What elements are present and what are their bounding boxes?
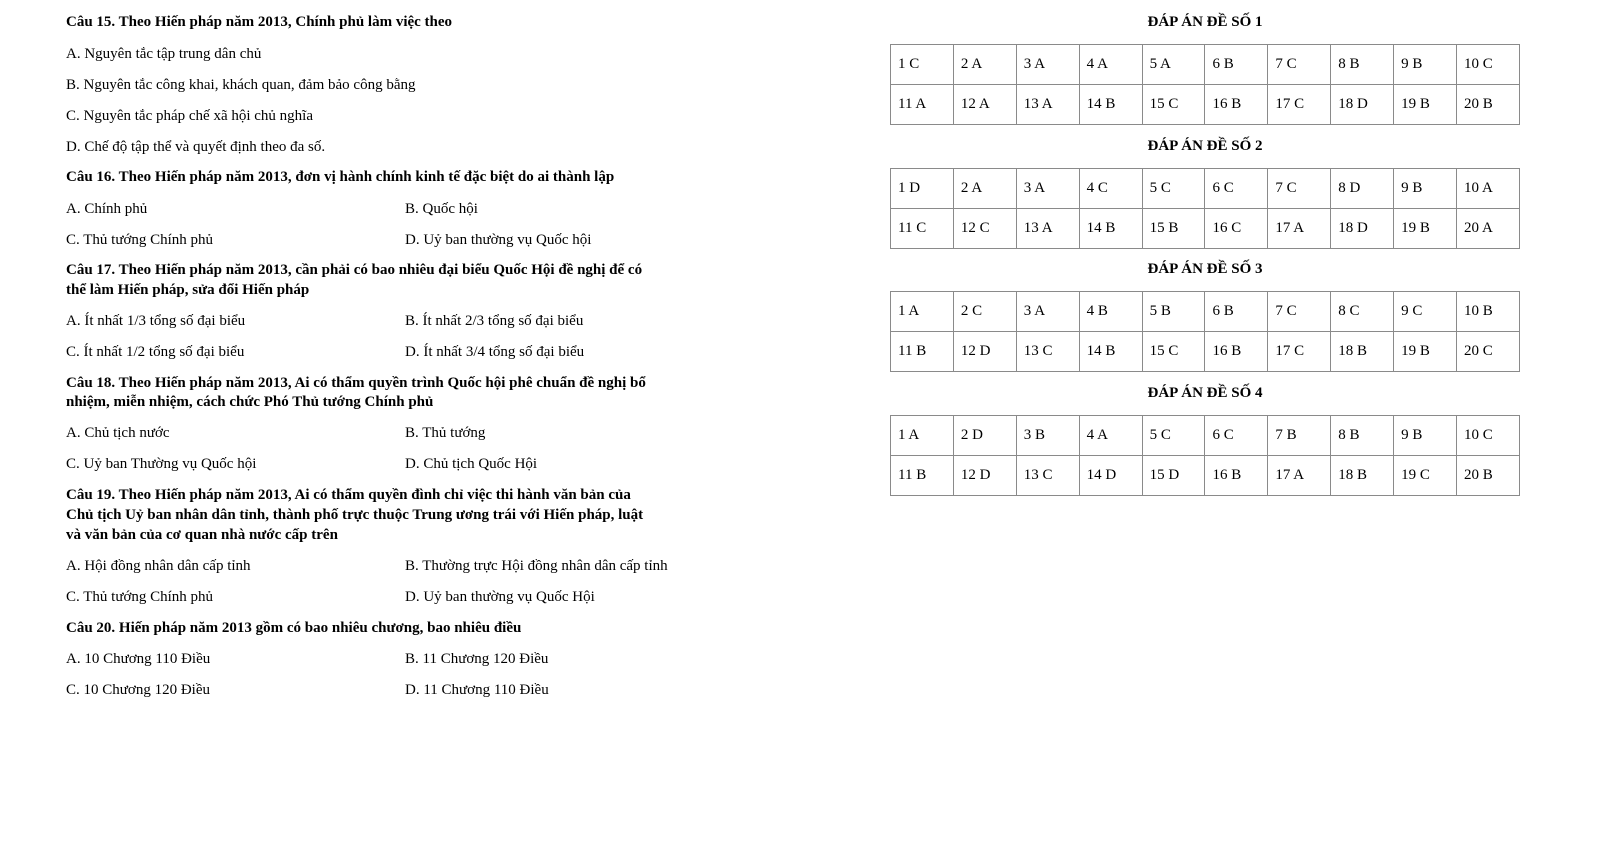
answer-cell: 17 C [1268,85,1331,125]
answer-cell: 9 B [1394,416,1457,456]
answer-cell: 8 B [1331,416,1394,456]
q19-option-c: C. Thủ tướng Chính phủ [66,589,214,605]
q15-option-b: B. Nguyên tắc công khai, khách quan, đảm bảo công bằng [66,77,416,93]
answer-cell: 6 B [1205,292,1268,332]
answer-cell: 11 B [891,332,954,372]
question-17-line-1: Câu 17. Theo Hiến pháp năm 2013, cần phải có bao nhiêu đại biểu Quốc Hội đề nghị để có [66,262,643,278]
answer-cell: 2 A [953,45,1016,85]
answer-cell: 15 B [1142,209,1205,249]
answer-row [891,456,1520,496]
answer-row [891,85,1520,125]
answer-cell: 8 D [1331,169,1394,209]
answer-cell: 7 C [1268,45,1331,85]
answer-cell: 10 C [1457,416,1520,456]
q18-option-c: C. Uỷ ban Thường vụ Quốc hội [66,456,257,472]
question-18-line-2: nhiệm, miễn nhiệm, cách chức Phó Thủ tướng Chính phủ [66,394,434,410]
q17-option-c: C. Ít nhất 1/2 tổng số đại biểu [66,344,245,360]
question-18-line-1: Câu 18. Theo Hiến pháp năm 2013, Ai có thẩm quyền trình Quốc hội phê chuẩn đề nghị bổ [66,375,646,391]
q19-option-b: B. Thường trực Hội đồng nhân dân cấp tỉnh [405,558,668,574]
answer-row [891,169,1520,209]
q17-option-d: D. Ít nhất 3/4 tổng số đại biểu [405,344,585,360]
answer-cell: 10 C [1457,45,1520,85]
question-17-line-2: thể làm Hiến pháp, sửa đổi Hiến pháp [66,282,310,298]
answer-cell: 3 A [1016,45,1079,85]
answer-key-table-2 [890,168,1520,249]
answer-cell: 17 A [1268,209,1331,249]
answer-cell: 17 C [1268,332,1331,372]
q18-option-b: B. Thủ tướng [405,425,486,441]
answer-cell: 4 B [1079,292,1142,332]
answer-key-title-3: ĐÁP ÁN ĐỀ SỐ 3 [1147,261,1263,277]
q17-option-a: A. Ít nhất 1/3 tổng số đại biểu [66,313,246,329]
answer-key-title-2: ĐÁP ÁN ĐỀ SỐ 2 [1147,138,1263,154]
answer-cell: 7 B [1268,416,1331,456]
answer-cell: 13 C [1016,332,1079,372]
q19-option-a: A. Hội đồng nhân dân cấp tỉnh [66,558,251,574]
answer-cell: 19 B [1394,85,1457,125]
answer-key-title-4: ĐÁP ÁN ĐỀ SỐ 4 [1147,385,1263,401]
answer-cell: 10 B [1457,292,1520,332]
answer-cell: 9 C [1394,292,1457,332]
question-20: Câu 20. Hiến pháp năm 2013 gồm có bao nhiêu chương, bao nhiêu điều [66,620,522,636]
q15-option-d: D. Chế độ tập thể và quyết định theo đa số. [66,139,326,155]
q18-option-d: D. Chủ tịch Quốc Hội [405,456,538,472]
answer-cell: 18 B [1331,456,1394,496]
answer-cell: 19 B [1394,209,1457,249]
answer-cell: 15 C [1142,85,1205,125]
answer-cell: 12 A [953,85,1016,125]
answer-cell: 15 D [1142,456,1205,496]
answer-cell: 3 A [1016,169,1079,209]
answer-cell: 15 C [1142,332,1205,372]
q19-option-d: D. Uỷ ban thường vụ Quốc Hội [405,589,595,605]
answer-cell: 6 B [1205,45,1268,85]
answer-cell: 13 C [1016,456,1079,496]
q16-option-a: A. Chính phủ [66,201,148,217]
answer-key-table-3 [890,291,1520,372]
answer-cell: 4 C [1079,169,1142,209]
answer-cell: 8 B [1331,45,1394,85]
answer-cell: 5 C [1142,416,1205,456]
answer-cell: 11 C [891,209,954,249]
q20-option-c: C. 10 Chương 120 Điều [66,682,210,698]
q18-option-a: A. Chủ tịch nước [66,425,170,441]
answer-cell: 5 B [1142,292,1205,332]
question-15: Câu 15. Theo Hiến pháp năm 2013, Chính phủ làm việc theo [66,14,453,30]
answer-cell: 16 B [1205,456,1268,496]
answer-cell: 18 D [1331,85,1394,125]
answer-cell: 12 D [953,332,1016,372]
answer-cell: 8 C [1331,292,1394,332]
answer-cell: 1 D [891,169,954,209]
answer-row [891,209,1520,249]
answer-cell: 9 B [1394,169,1457,209]
answer-cell: 19 C [1394,456,1457,496]
q17-option-b: B. Ít nhất 2/3 tổng số đại biểu [405,313,584,329]
answer-cell: 2 D [953,416,1016,456]
q16-option-b: B. Quốc hội [405,201,478,217]
answer-cell: 12 D [953,456,1016,496]
answer-cell: 10 A [1457,169,1520,209]
answer-row [891,416,1520,456]
answer-cell: 12 C [953,209,1016,249]
q15-option-a: A. Nguyên tắc tập trung dân chủ [66,46,262,62]
answer-cell: 13 A [1016,209,1079,249]
answer-cell: 14 B [1079,332,1142,372]
q20-option-a: A. 10 Chương 110 Điều [66,651,211,667]
q15-option-c: C. Nguyên tắc pháp chế xã hội chủ nghĩa [66,108,314,124]
answer-cell: 11 A [891,85,954,125]
answer-cell: 13 A [1016,85,1079,125]
answer-row [891,45,1520,85]
answer-row [891,292,1520,332]
answer-cell: 11 B [891,456,954,496]
answer-cell: 7 C [1268,292,1331,332]
answer-cell: 20 C [1457,332,1520,372]
q16-option-c: C. Thủ tướng Chính phủ [66,232,214,248]
answer-cell: 1 A [891,292,954,332]
answer-cell: 3 A [1016,292,1079,332]
answer-cell: 2 A [953,169,1016,209]
answer-key-title-1: ĐÁP ÁN ĐỀ SỐ 1 [1147,14,1263,30]
question-19-line-1: Câu 19. Theo Hiến pháp năm 2013, Ai có thẩm quyền đình chỉ việc thi hành văn bản của [66,487,631,503]
answer-cell: 20 B [1457,456,1520,496]
answer-cell: 5 C [1142,169,1205,209]
question-19-line-3: và văn bản của cơ quan nhà nước cấp trên [66,527,338,543]
q20-option-b: B. 11 Chương 120 Điều [405,651,549,667]
answer-cell: 6 C [1205,169,1268,209]
q20-option-d: D. 11 Chương 110 Điều [405,682,549,698]
answer-cell: 7 C [1268,169,1331,209]
question-19-line-2: Chủ tịch Uỷ ban nhân dân tỉnh, thành phố trực thuộc Trung ương trái với Hiến pháp, luật [66,507,644,523]
answer-key-table-4 [890,415,1520,496]
answer-cell: 5 A [1142,45,1205,85]
answer-cell: 19 B [1394,332,1457,372]
answer-cell: 14 B [1079,85,1142,125]
answer-cell: 16 B [1205,85,1268,125]
answer-cell: 18 D [1331,209,1394,249]
answer-cell: 16 B [1205,332,1268,372]
answer-cell: 6 C [1205,416,1268,456]
answer-cell: 3 B [1016,416,1079,456]
answer-cell: 18 B [1331,332,1394,372]
answer-cell: 14 B [1079,209,1142,249]
answer-cell: 14 D [1079,456,1142,496]
answer-cell: 1 A [891,416,954,456]
answer-cell: 17 A [1268,456,1331,496]
answer-cell: 20 B [1457,85,1520,125]
answer-cell: 9 B [1394,45,1457,85]
answer-cell: 20 A [1457,209,1520,249]
answer-cell: 2 C [953,292,1016,332]
answer-cell: 16 C [1205,209,1268,249]
question-16: Câu 16. Theo Hiến pháp năm 2013, đơn vị hành chính kinh tế đặc biệt do ai thành lập [66,169,615,185]
answer-cell: 4 A [1079,416,1142,456]
answer-key-table-1 [890,44,1520,125]
q16-option-d: D. Uỷ ban thường vụ Quốc hội [405,232,592,248]
answer-cell: 1 C [891,45,954,85]
answer-cell: 4 A [1079,45,1142,85]
answer-row [891,332,1520,372]
